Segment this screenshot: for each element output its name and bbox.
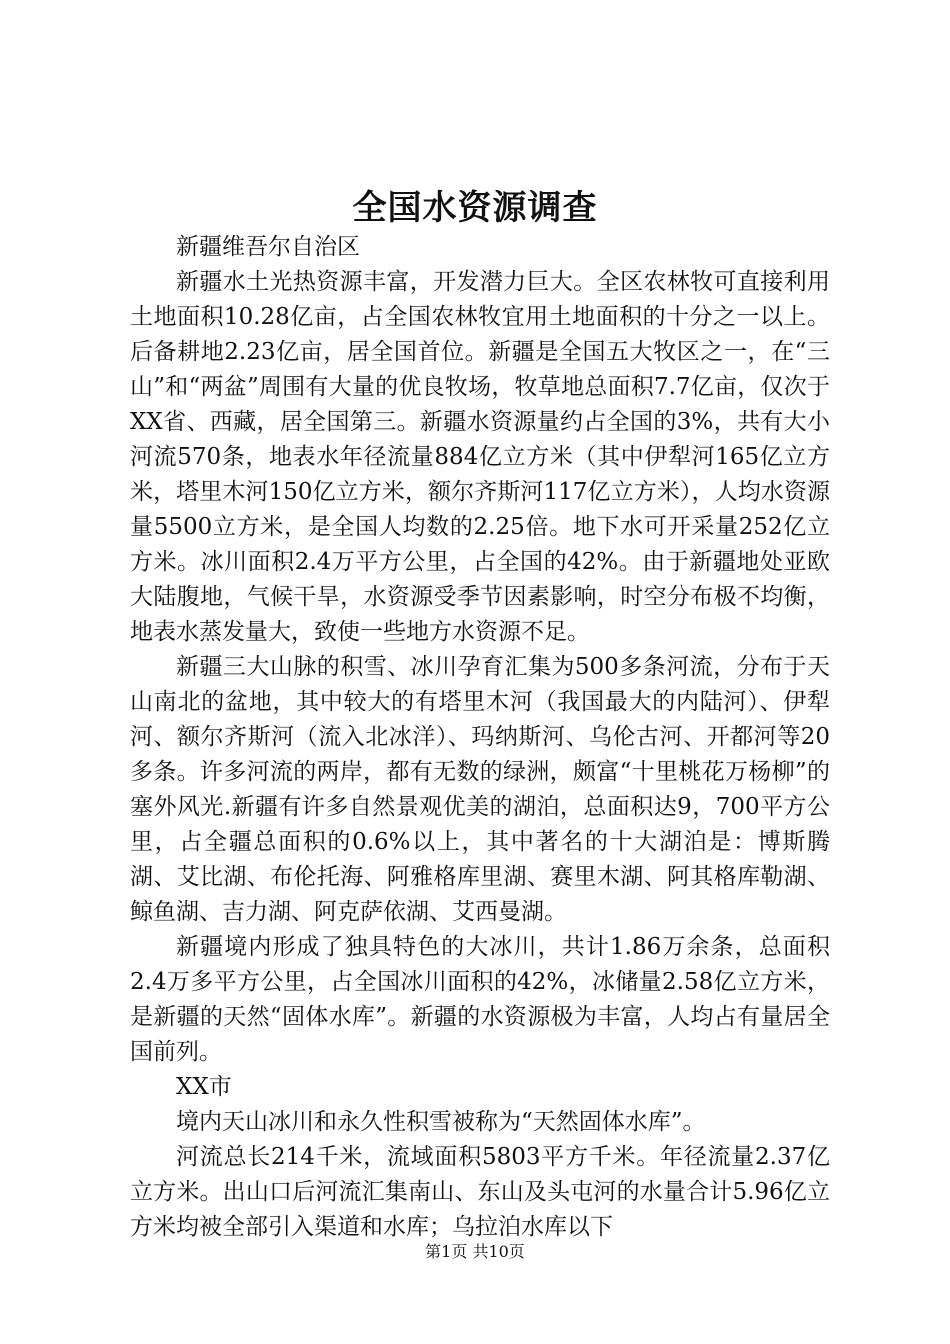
page-number-footer: 第1页 共10页 xyxy=(425,1242,525,1261)
paragraph-glaciers: 新疆境内形成了独具特色的大冰川，共计1.86万余条，总面积2.4万多平方公里，占全国冰川面积的42%，冰储量2.58亿立方米，是新疆的天然“固体水库”。新疆的水资源极为丰富，人均占有量居全国前列。 xyxy=(130,934,830,1065)
document-body xyxy=(130,230,830,1245)
paragraph-solid-reservoir: 境内天山冰川和永久性积雪被称为“天然固体水库”。 xyxy=(176,1109,706,1135)
paragraph-rivers-lakes: 新疆三大山脉的积雪、冰川孕育汇集为500多条河流，分布于天山南北的盆地，其中较大的有塔里木河（我国最大的内陆河）、伊犁河、额尔齐斯河（流入北冰洋）、玛纳斯河、乌伦古河、开都河等20多条。许多河流的两岸，都有无数的绿洲，颇富“十里桃花万杨柳”的塞外风光.新疆有许多自然景观优美的湖泊，总面积达9，700平方公里，占全疆总面积的0.6%以上，其中著名的十大湖泊是：博斯腾湖、艾比湖、布伦托海、阿雅格库里湖、赛里木湖、阿其格库勒湖、鲸鱼湖、吉力湖、阿克萨依湖、艾西曼湖。 xyxy=(130,654,830,925)
paragraph-land-water-resources: 新疆水土光热资源丰富，开发潜力巨大。全区农林牧可直接利用土地面积10.28亿亩，占全国农林牧宜用土地面积的十分之一以上。后备耕地2.23亿亩，居全国首位。新疆是全国五大牧区之一，在“三山”和“两盆”周围有大量的优良牧场，牧草地总面积7.7亿亩，仅次于XX省、西藏，居全国第三。新疆水资源量约占全国的3%，共有大小河流570条，地表水年径流量884亿立方米（其中伊犁河165亿立方米，塔里木河150亿立方米，额尔齐斯河117亿立方米），人均水资源量5500立方米，是全国人均数的2.25倍。地下水可开采量252亿立方米。冰川面积2.4万平方公里，占全国的42%。由于新疆地处亚欧大陆腹地，气候干旱，水资源受季节因素影响，时空分布极不均衡，地表水蒸发量大，致使一些地方水资源不足。 xyxy=(130,269,830,645)
section-heading-city: XX市 xyxy=(176,1074,232,1100)
paragraph-river-length: 河流总长214千米，流域面积5803平方千米。年径流量2.37亿立方米。出山口后河流汇集南山、东山及头屯河的水量合计5.96亿立方米均被全部引入渠道和水库；乌拉泊水库以下 xyxy=(130,1144,830,1240)
document-title: 全国水资源调查 xyxy=(352,188,598,228)
section-heading-xinjiang: 新疆维吾尔自治区 xyxy=(176,234,360,260)
